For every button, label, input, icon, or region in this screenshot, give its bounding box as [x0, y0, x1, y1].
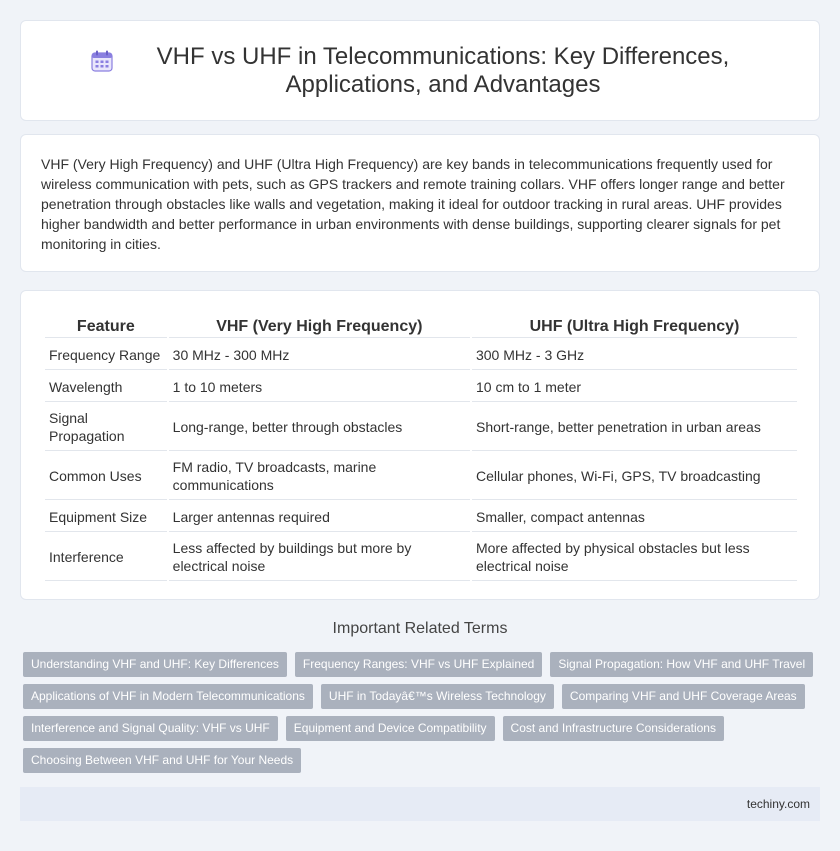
feature-cell: Signal Propagation	[45, 404, 167, 451]
related-terms-list	[23, 652, 823, 780]
uhf-cell: More affected by physical obstacles but less electrical noise	[472, 534, 797, 581]
feature-cell: Wavelength	[45, 372, 167, 402]
table-header-feature: Feature	[45, 317, 167, 338]
related-term-tag[interactable]: Frequency Ranges: VHF vs UHF Explained	[295, 652, 542, 677]
vhf-cell: Less affected by buildings but more by electrical noise	[169, 534, 470, 581]
comparison-table	[43, 315, 799, 583]
footer-site-link[interactable]: techiny.com	[746, 797, 810, 811]
table-row	[45, 534, 797, 581]
feature-cell: Interference	[45, 534, 167, 581]
table-row	[45, 502, 797, 532]
table-header-uhf: UHF (Ultra High Frequency)	[472, 317, 797, 338]
related-term-tag[interactable]: Interference and Signal Quality: VHF vs UHF	[23, 716, 278, 741]
related-term-tag[interactable]: Cost and Infrastructure Considerations	[503, 716, 724, 741]
vhf-cell: FM radio, TV broadcasts, marine communications	[169, 453, 470, 500]
related-term-tag[interactable]: Applications of VHF in Modern Telecommunications	[23, 684, 313, 709]
table-row	[45, 404, 797, 451]
vhf-cell: Long-range, better through obstacles	[169, 404, 470, 451]
uhf-cell: Cellular phones, Wi-Fi, GPS, TV broadcasting	[472, 453, 797, 500]
uhf-cell: Short-range, better penetration in urban areas	[472, 404, 797, 451]
related-term-tag[interactable]: UHF in Todayâ€™s Wireless Technology	[321, 684, 554, 709]
uhf-cell: 300 MHz - 3 GHz	[472, 340, 797, 370]
uhf-cell: 10 cm to 1 meter	[472, 372, 797, 402]
title-card	[20, 20, 820, 121]
page-title: VHF vs UHF in Telecommunications: Key Differences, Applications, and Advantages	[156, 42, 730, 98]
related-term-tag[interactable]: Choosing Between VHF and UHF for Your Needs	[23, 748, 301, 773]
vhf-cell: 30 MHz - 300 MHz	[169, 340, 470, 370]
table-row	[45, 372, 797, 402]
feature-cell: Equipment Size	[45, 502, 167, 532]
related-term-tag[interactable]: Understanding VHF and UHF: Key Differences	[23, 652, 287, 677]
table-row	[45, 453, 797, 500]
related-terms-heading: Important Related Terms	[332, 620, 508, 637]
footer	[20, 787, 820, 821]
feature-cell: Common Uses	[45, 453, 167, 500]
vhf-cell: 1 to 10 meters	[169, 372, 470, 402]
related-term-tag[interactable]: Equipment and Device Compatibility	[286, 716, 495, 741]
related-term-tag[interactable]: Signal Propagation: How VHF and UHF Travel	[550, 652, 813, 677]
uhf-cell: Smaller, compact antennas	[472, 502, 797, 532]
intro-paragraph: VHF (Very High Frequency) and UHF (Ultra High Frequency) are key bands in telecommunications frequently used for wireless communication with pets, such as GPS trackers and remote training collars. VHF offers longer range and better penetration through obstacles like walls and vegetation, making it ideal for outdoor tracking in rural areas. UHF provides higher bandwidth and better performance in urban environments with dense buildings, supporting clearer signals for pet monitoring in cities.	[41, 156, 785, 252]
table-header-row	[45, 317, 797, 338]
table-row	[45, 340, 797, 370]
calendar-icon	[91, 50, 113, 72]
related-term-tag[interactable]: Comparing VHF and UHF Coverage Areas	[562, 684, 805, 709]
intro-card	[20, 134, 820, 272]
vhf-cell: Larger antennas required	[169, 502, 470, 532]
table-header-vhf: VHF (Very High Frequency)	[169, 317, 470, 338]
feature-cell: Frequency Range	[45, 340, 167, 370]
comparison-card	[20, 290, 820, 600]
